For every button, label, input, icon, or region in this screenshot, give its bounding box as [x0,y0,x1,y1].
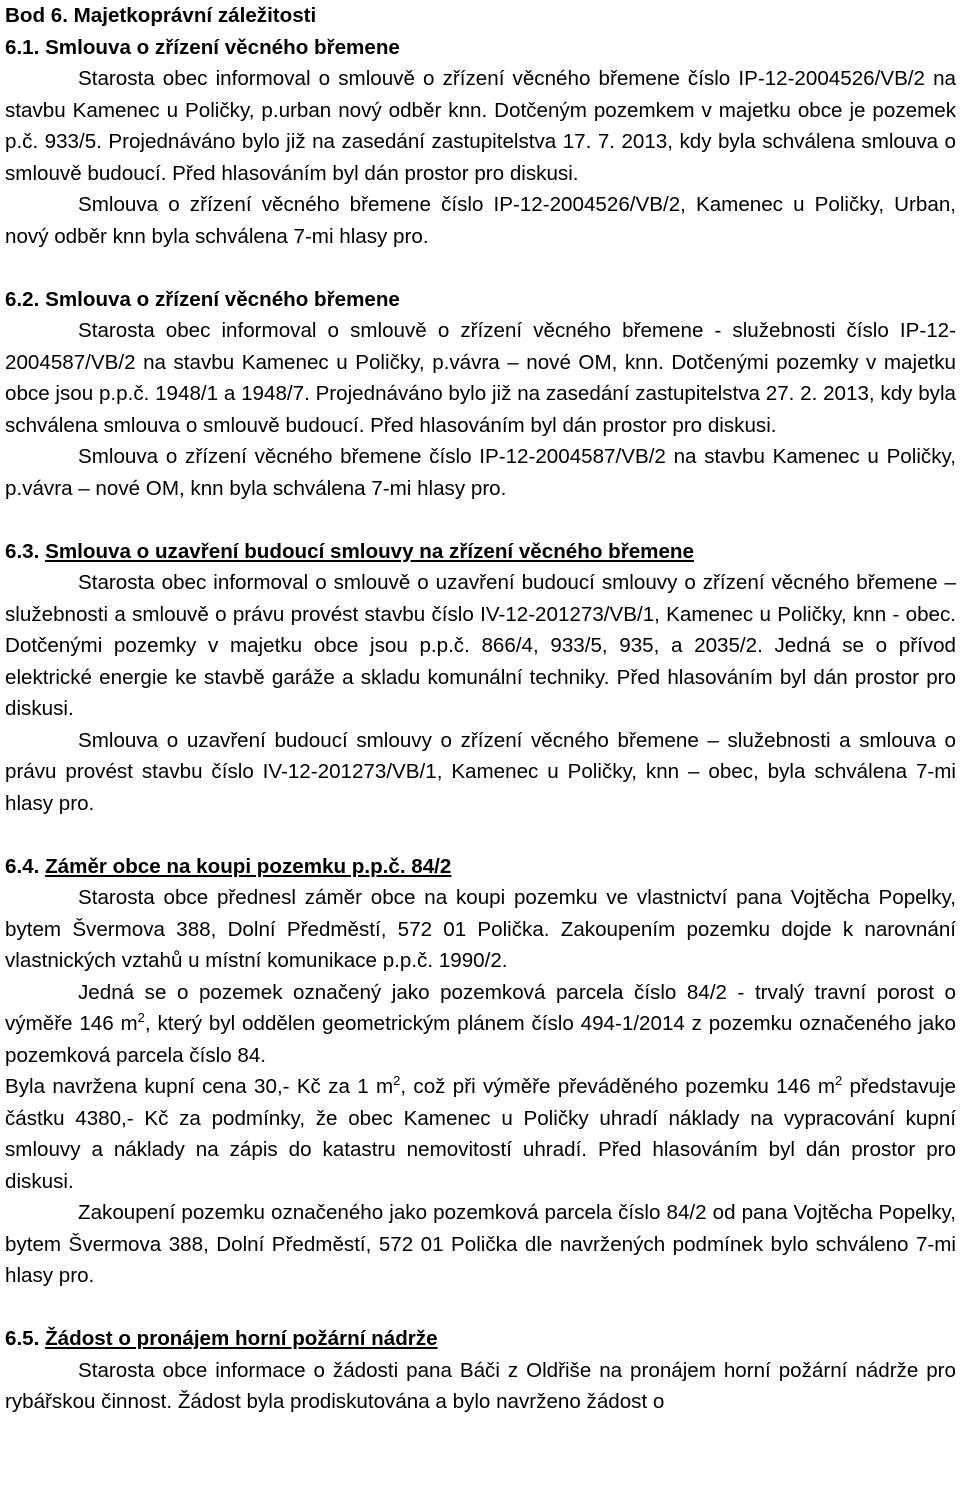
superscript: 2 [835,1073,843,1089]
spacer [5,252,956,284]
subsection-heading-6-2 [5,284,956,316]
subsection-title: Žádost o pronájem horní požární nádrže [45,1327,438,1350]
paragraph-6-4-price [5,1071,956,1197]
subsection-number: 6.2. [5,287,40,311]
subsection-heading-6-5 [5,1323,956,1355]
subsection-heading-6-3 [5,536,956,568]
paragraph-6-2-resolution: Smlouva o zřízení věcného břemene číslo IP-12-2004587/VB/2 na stavbu Kamenec u Poličky, p.vávra – nové OM, knn byla schválena 7-mi hlasy pro. [5,445,956,500]
paragraph-6-3-info: Starosta obec informoval o smlouvě o uzavření budoucí smlouvy o zřízení věcného břemene – služebnosti a smlouvě o právu provést stavbu číslo IV-12-201273/VB/1, Kamenec u Poličky, knn - obec. Dotčenými pozemky v majetku obce jsou p.p.č. 866/4, 933/5, 935, a 2035/2. Jedná se o přívod elektrické energie ke stavbě garáže a skladu komunální techniky. Před hlasováním byl dán prostor pro diskusi. [5,571,956,720]
paragraph-6-1-resolution: Smlouva o zřízení věcného břemene číslo IP-12-2004526/VB/2, Kamenec u Poličky, Urban, nový odběr knn byla schválena 7-mi hlasy pro. [5,193,956,248]
subsection-number: 6.3. [5,539,40,563]
paragraph-6-1-info: Starosta obec informoval o smlouvě o zřízení věcného břemene číslo IP-12-2004526/VB/2 na stavbu Kamenec u Poličky, p.urban nový odběr knn. Dotčeným pozemkem v majetku obce je pozemek p.č. 933/5. Projednáváno bylo již na zasedání zastupitelstva 17. 7. 2013, kdy byla schválena smlouva o smlouvě budoucí. Před hlasováním byl dán prostor pro diskusi. [5,67,956,185]
paragraph-6-3-resolution: Smlouva o uzavření budoucí smlouvy o zřízení věcného břemene – služebnosti a smlouva o právu provést stavbu číslo IV-12-201273/VB/1, Kamenec u Poličky, knn – obec, byla schválena 7-mi hlasy pro. [5,728,956,815]
paragraph-6-2-info: Starosta obec informoval o smlouvě o zřízení věcného břemene - služebnosti číslo IP-12-2004587/VB/2 na stavbu Kamenec u Poličky, p.vávra – nové OM, knn. Dotčenými pozemky v majetku obce jsou p.p.č. 1948/1 a 1948/7. Projednáváno bylo již na zasedání zastupitelstva 27. 2. 2013, kdy byla schválena smlouva o smlouvě budoucí. Před hlasováním byl dán prostor pro diskusi. [5,319,956,437]
subsection-number: 6.4. [5,854,40,878]
superscript: 2 [393,1073,401,1089]
subsection-heading-6-4 [5,851,956,883]
paragraph-6-4-resolution: Zakoupení pozemku označeného jako pozemková parcela číslo 84/2 od pana Vojtěcha Popelky, bytem Švermova 388, Dolní Předměstí, 572 01 Polička dle navržených podmínek bylo schváleno 7-mi hlasy pro. [5,1201,956,1287]
text-run: představuje částku 4380,- Kč za podmínky, že obec Kamenec u Poličky uhradí náklady na vypracování kupní smlouvy a náklady na zápis do katastru nemovitostí uhradí. Před hlasováním byl dán prostor pro diskusi. [5,1075,957,1193]
text-run: Byla navržena kupní cena 30,- Kč za 1 m [5,1075,394,1098]
subsection-number: 6.5. [5,1327,40,1350]
text-run: Jedná se o pozemek označený jako pozemková parcela číslo 84/2 - trvalý travní porost o výměře 146 m [5,980,956,1035]
spacer [5,504,956,536]
spacer [5,1292,956,1324]
paragraph-6-4-intent: Starosta obce přednesl záměr obce na koupi pozemku ve vlastnictví pana Vojtěcha Popelky, bytem Švermova 388, Dolní Předměstí, 572 01 Polička. Zakoupením pozemku dojde k narovnání vlastnických vztahů u místní komunikace p.p.č. 1990/2. [5,886,956,972]
subsection-heading-6-1: 6.1. Smlouva o zřízení věcného břemene [5,35,400,59]
superscript: 2 [137,1010,145,1026]
subsection-title: Smlouva o uzavření budoucí smlouvy na zřízení věcného břemene [45,539,694,563]
spacer [5,819,956,851]
paragraph-6-5-info: Starosta obce informace o žádosti pana Báči z Oldřiše na pronájem horní požární nádrže pro rybářskou činnost. Žádost byla prodiskutována a bylo navrženo žádost o [5,1358,956,1413]
text-run: , což při výměře převáděného pozemku 146 m [400,1075,835,1098]
subsection-title: Záměr obce na koupi pozemku p.p.č. 84/2 [45,854,452,878]
paragraph-6-4-parcel [5,977,956,1072]
text-run: , který byl oddělen geometrickým plánem číslo 494-1/2014 z pozemku označeného jako pozemková parcela číslo 84. [5,1012,956,1067]
section-heading-bod-6: Bod 6. Majetkoprávní záležitosti [5,4,317,27]
subsection-title: Smlouva o zřízení věcného břemene [45,287,400,311]
